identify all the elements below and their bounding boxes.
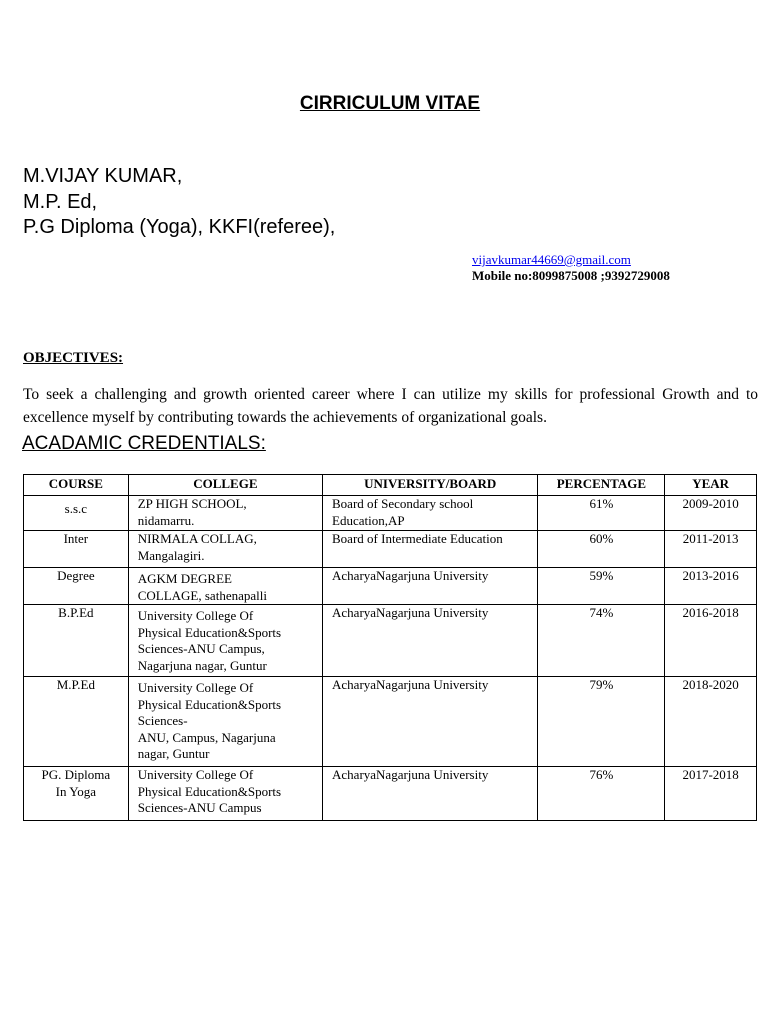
cell-university	[323, 767, 538, 821]
cell-college	[128, 605, 322, 677]
table-header-row	[24, 475, 757, 496]
cell-college	[128, 568, 322, 605]
table-row	[24, 496, 757, 531]
cell-year: 2017-2018	[665, 767, 757, 821]
university-text: AcharyaNagarjuna University	[332, 677, 489, 692]
university-text: AcharyaNagarjuna University	[332, 605, 489, 620]
contact-block	[472, 252, 670, 283]
objectives-text: To seek a challenging and growth oriented career where I can utilize my skills for professional Growth and to excellence myself by contributing towards the achievements of organizational goals.	[23, 386, 758, 426]
table-row	[24, 767, 757, 821]
cell-year: 2009-2010	[665, 496, 757, 531]
table-row	[24, 531, 757, 568]
course-text: M.P.Ed	[56, 677, 95, 692]
college-text: University College Of Physical Education&Sports Sciences-ANU Campus, Nagarjuna nagar, Guntur	[137, 608, 282, 673]
university-text: AcharyaNagarjuna University	[332, 767, 489, 782]
column-header-university: UNIVERSITY/BOARD	[323, 475, 538, 496]
document-title: CIRRICULUM VITAE	[299, 93, 481, 114]
cell-percentage: 79%	[538, 677, 665, 767]
email-link[interactable]: vijavkumar44669@gmail.com	[472, 252, 631, 267]
college-text: AGKM DEGREE COLLAGE, sathenapalli	[137, 571, 267, 603]
course-text: B.P.Ed	[58, 605, 94, 620]
cell-course	[24, 531, 129, 568]
university-text: Board of Secondary school Education,AP	[332, 496, 474, 528]
cell-year: 2013-2016	[665, 568, 757, 605]
course-text: PG. Diploma In Yoga	[41, 767, 111, 799]
cell-university	[323, 605, 538, 677]
cell-college	[128, 677, 322, 767]
college-text: University College Of Physical Education&Sports Sciences- ANU, Campus, Nagarjuna nagar, Guntur	[137, 680, 282, 761]
course-text: s.s.c	[64, 501, 88, 516]
cell-university	[323, 568, 538, 605]
table-row	[24, 677, 757, 767]
table-row	[24, 568, 757, 605]
cell-course	[24, 677, 129, 767]
table-row	[24, 605, 757, 677]
candidate-header	[23, 164, 335, 241]
course-text: Inter	[63, 531, 89, 546]
college-text: NIRMALA COLLAG, Mangalagiri.	[137, 531, 257, 563]
university-text: Board of Intermediate Education	[332, 531, 503, 546]
cell-course	[24, 496, 129, 531]
cell-percentage: 76%	[538, 767, 665, 821]
cell-course	[24, 767, 129, 821]
cell-percentage: 61%	[538, 496, 665, 531]
cell-course	[24, 605, 129, 677]
cell-university	[323, 677, 538, 767]
candidate-name: M.VIJAY KUMAR,	[23, 165, 183, 187]
cell-college	[128, 767, 322, 821]
university-text: AcharyaNagarjuna University	[332, 568, 489, 583]
column-header-percentage: PERCENTAGE	[538, 475, 665, 496]
cell-year: 2018-2020	[665, 677, 757, 767]
cell-year: 2016-2018	[665, 605, 757, 677]
cell-percentage: 74%	[538, 605, 665, 677]
cell-college	[128, 496, 322, 531]
college-text: University College Of Physical Education&Sports Sciences-ANU Campus	[137, 767, 282, 815]
cell-percentage: 60%	[538, 531, 665, 568]
cell-percentage: 59%	[538, 568, 665, 605]
candidate-diploma: P.G Diploma (Yoga), KKFI(referee),	[23, 216, 336, 238]
cell-university	[323, 496, 538, 531]
candidate-degree: M.P. Ed,	[23, 190, 98, 213]
credentials-table	[23, 474, 757, 821]
academic-heading: ACADAMIC CREDENTIALS:	[22, 433, 266, 454]
cell-year: 2011-2013	[665, 531, 757, 568]
objectives-heading: OBJECTIVES:	[23, 350, 124, 366]
cell-university	[323, 531, 538, 568]
column-header-course: COURSE	[24, 475, 129, 496]
college-text: ZP HIGH SCHOOL, nidamarru.	[137, 496, 247, 528]
cell-college	[128, 531, 322, 568]
column-header-year: YEAR	[665, 475, 757, 496]
column-header-college: COLLEGE	[128, 475, 322, 496]
course-text: Degree	[57, 568, 95, 583]
mobile-number: Mobile no:8099875008 ;9392729008	[472, 267, 670, 283]
cell-course	[24, 568, 129, 605]
